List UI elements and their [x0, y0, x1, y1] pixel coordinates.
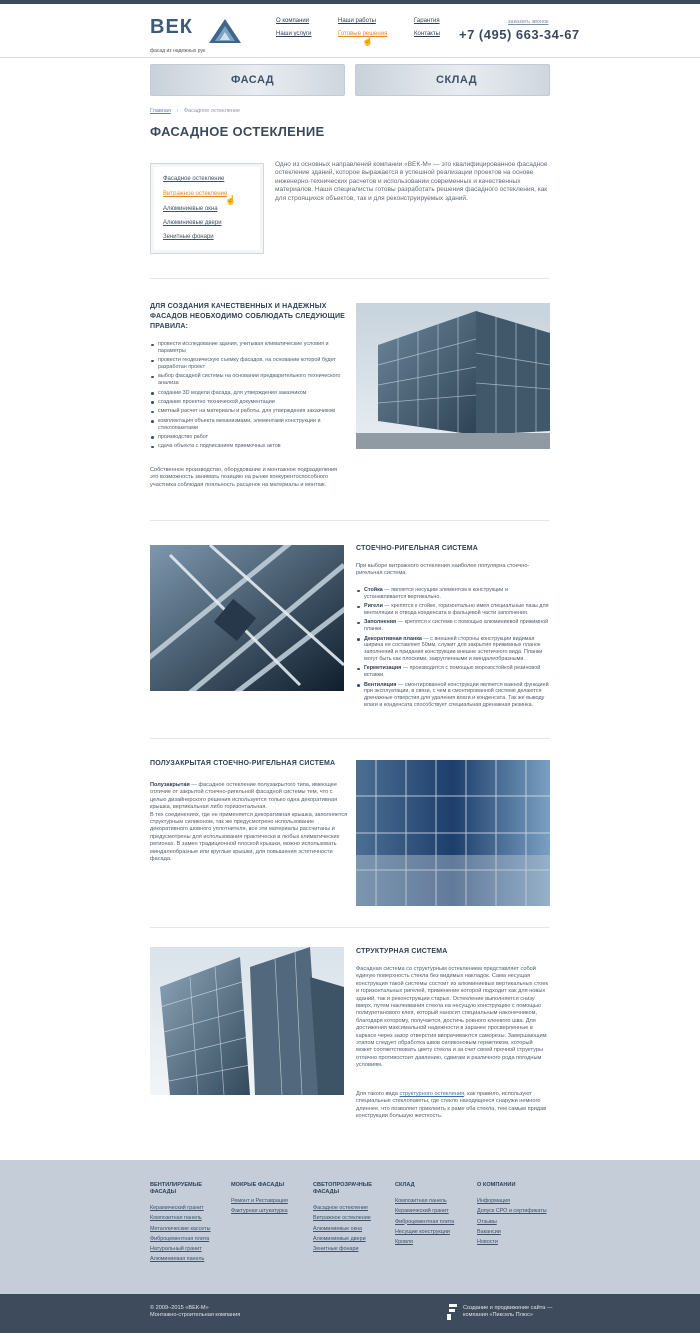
structural-heading: СТРУКТУРНАЯ СИСТЕМА: [356, 948, 448, 955]
term-label: Ригели: [364, 603, 383, 610]
list-item: [356, 665, 550, 679]
tab-facade-label: ФАСАД: [231, 74, 275, 86]
footer-link[interactable]: Кровля: [395, 1239, 413, 1246]
mullion-transom-list: [356, 587, 550, 711]
footer-link[interactable]: Зенитные фонари: [313, 1246, 359, 1253]
nav-works[interactable]: Наши работы: [338, 18, 376, 24]
list-item: [356, 603, 550, 617]
glass-facade-photo: [356, 760, 550, 906]
term-text: — крепятся к стойке, горизонтально имея специальные пазы для вентиляции и отвода конденсата в фальцевой части заполнения.: [364, 603, 549, 616]
bottom-bar: [0, 1294, 700, 1333]
call-back-link[interactable]: заказать звонок: [508, 19, 549, 25]
nav-guarantee[interactable]: Гарантия: [414, 18, 440, 24]
footer-col-title: МОКРЫЕ ФАСАДЫ: [231, 1182, 285, 1188]
list-item: [356, 636, 550, 663]
breadcrumb-home[interactable]: Главная: [150, 108, 171, 114]
footer-link[interactable]: Фиброцементная плита: [395, 1218, 455, 1225]
divider: [150, 738, 550, 739]
nav-solutions[interactable]: Готовые решения: [338, 31, 388, 37]
term-label: Вентиляция: [364, 681, 397, 688]
footer-link[interactable]: Допуск СРО и сертификаты: [477, 1208, 547, 1215]
footer-link[interactable]: Фасадное остекление: [313, 1205, 369, 1211]
list-item: провести геодезическую съемку фасадов, на основании которой будет разработан проект: [150, 357, 348, 371]
submenu-item-skylights[interactable]: Зенитные фонари: [163, 234, 214, 240]
hand-cursor-icon: ☝: [225, 195, 237, 205]
list-item: сметный расчет на материалы и работы, для утверждения заказчиком: [150, 408, 348, 415]
structural-p2: [356, 1091, 550, 1121]
developer-logo-icon[interactable]: [447, 1304, 459, 1320]
footer-link[interactable]: Вакансии: [477, 1228, 501, 1235]
site-header: [0, 4, 700, 58]
submenu-item-stained-glazing[interactable]: Витражное остекление: [163, 191, 228, 197]
term-text: — производится с помощью морозостойкой резиновой вставки.: [364, 665, 541, 679]
section-submenu: [150, 163, 264, 254]
divider: [150, 927, 550, 928]
site-footer: [0, 1160, 700, 1294]
rules-footer-text: Собственное производство, оборудование и монтажное подразделения это возможность занимать позицию на рынке конкурентоспособного участника соблюдая лояльность расценок на материалы и монтаж.: [150, 467, 338, 488]
structural-p1: Фасадная система со структурным остеклением представляет собой единую поверхность стекла без видимых накладок. Сама несущая конструкция такой системы состоит из алюминиевых вертикальных стоек и горизонтальных ригелей, применение которой подходит как для новых зданий, так и реконструкции старых. Остекление выполняется снизу вверх, путем наклеивания стекла на несущую конструкцию с помощью полиуретанового клея, который наносит специальным наконечником, благодаря которому, получается, достичь ровного клеевого шва. Для достижения максимальной надежности в заранее просверленные в каркасе через зазор отверстия вворачиваются саморезы. Завершающим этапом следует обработка швов силиконовым герметиком, который может соответствовать цвету стекла и за счет своей прочной структуры отлично противостоит давлению, сдвигам и различного рода погодным условиям.: [356, 966, 548, 1069]
company-type: Монтажно-строительная компания: [150, 1312, 241, 1318]
footer-link[interactable]: Витражное остекление: [313, 1215, 371, 1222]
list-item: выбор фасадной системы на основании предварительного технического анализа: [150, 373, 348, 387]
phone-number: +7 (495) 663-34-67: [459, 27, 580, 42]
breadcrumb-separator: ›: [176, 108, 179, 114]
term-label: Полузакрытая: [150, 782, 190, 788]
list-item: создание проектно технической документации: [150, 399, 348, 406]
footer-link[interactable]: Композитная панель: [150, 1215, 202, 1222]
mullion-transom-lead: При выборе витражного остекления наиболее популярна стоечно-ригельная система.: [356, 563, 530, 577]
semi-closed-text: [150, 782, 348, 863]
footer-link[interactable]: Ремонт и Реставрация: [231, 1198, 288, 1204]
footer-col-warehouse: [395, 1182, 465, 1247]
footer-link[interactable]: Фиброцементная плита: [150, 1235, 210, 1242]
footer-link[interactable]: Фактурная штукатурка: [231, 1208, 288, 1215]
footer-link[interactable]: Алюминиевые двери: [313, 1235, 366, 1242]
structural-p2-a: Для такого вида: [356, 1091, 400, 1097]
footer-link[interactable]: Отзывы: [477, 1218, 497, 1225]
footer-link[interactable]: Металлические кассеты: [150, 1225, 211, 1232]
logo-word: ВЕК: [150, 16, 193, 38]
footer-col-translucent: [313, 1182, 383, 1254]
logo-triangle-icon: [208, 18, 242, 44]
footer-col-title: СВЕТОПРОЗРАЧНЫЕ ФАСАДЫ: [313, 1182, 373, 1195]
footer-col-title: СКЛАД: [395, 1182, 415, 1188]
submenu-item-aluminium-windows[interactable]: Алюминиевые окна: [163, 206, 218, 212]
term-label: Заполнения: [364, 619, 397, 626]
footer-link[interactable]: Алюминиевые окна: [313, 1225, 362, 1232]
nav-about[interactable]: О компании: [276, 18, 310, 24]
footer-link[interactable]: Алюминиевая панель: [150, 1256, 205, 1263]
footer-col-ventilated: [150, 1182, 220, 1265]
copyright: [150, 1305, 240, 1319]
submenu-item-facade-glazing[interactable]: Фасадное остекление: [163, 176, 225, 182]
submenu-item-aluminium-doors[interactable]: Алюминиевые двери: [163, 220, 222, 226]
footer-link[interactable]: Композитная панель: [395, 1198, 447, 1204]
footer-col-title: О КОМПАНИИ: [477, 1182, 516, 1188]
breadcrumb-current: Фасадное остекление: [183, 108, 241, 114]
term-label: Декоративная планка: [364, 635, 422, 642]
footer-col-about: [477, 1182, 547, 1247]
page-title: ФАСАДНОЕ ОСТЕКЛЕНИЕ: [150, 124, 325, 139]
footer-col-wet: [231, 1182, 301, 1217]
building-photo-1: [356, 303, 550, 449]
list-item: [356, 619, 550, 633]
divider: [150, 278, 550, 279]
list-item: сдача объекта с подписанием приемочных актов: [150, 443, 348, 450]
mullion-transom-photo: [150, 545, 344, 691]
intro-text: Одно из основных направлений компании «ВЕК-М» — это квалифицированное фасадное остекление зданий, которое выражается в успешной реализации проектов на основе инженерно-технических расчетов и использовании современных и качественных материалов. Наши специалисты готовы разработать решения фасадного остекления, как для строящихся объектов, так и для реконструируемых зданий.: [275, 161, 548, 202]
list-item: [356, 682, 550, 709]
semi-closed-p1: — фасадное остекление полузакрытого типа, имеющее отличие от закрытой стоечно-ригельной фасадной системы тем, что с целью дизайнерского решения используется только одна декоративная крышка, вертикальная либо горизонтальная.: [150, 782, 338, 811]
copyright-line: © 2009–2015 «ВЕК-М»: [150, 1305, 209, 1311]
term-label: Стойка: [364, 587, 383, 593]
footer-link[interactable]: Информация: [477, 1198, 511, 1204]
tab-facade[interactable]: [150, 64, 345, 96]
semi-closed-p2: В тех соединениях, где не применяется декоративная крышка, заполняется структурным силиконом, так же предусмотрено использование декоративного шовного уплотнителя, все эти материалы рассчитаны и предусмотрены для использования практически в любых климатических регионах. В замен традиционной плоской крышки, можно использовать миндалеобразные или круглые крышки, для повышения эстетичности фасада.: [150, 811, 348, 863]
semi-closed-heading: ПОЛУЗАКРЫТАЯ СТОЕЧНО-РИГЕЛЬНАЯ СИСТЕМА: [150, 760, 336, 767]
term-text: — крепятся к системе с помощью алюминиевой прижимной планки.: [364, 619, 549, 633]
footer-link[interactable]: Керамический гранит: [395, 1208, 449, 1215]
list-item: провести исследование здания, учитывая климатические условия и параметры: [150, 341, 348, 355]
tab-warehouse-label: СКЛАД: [436, 74, 478, 86]
tab-warehouse[interactable]: [355, 64, 550, 96]
footer-col-title: ВЕНТИЛИРУЕМЫЕ ФАСАДЫ: [150, 1182, 202, 1195]
rules-heading: ДЛЯ СОЗДАНИЯ КАЧЕСТВЕННЫХ И НАДЕЖНЫХ ФАСАДОВ НЕОБХОДИМО СОБЛЮДАТЬ СЛЕДУЮЩИЕ ПРАВИЛА:: [150, 303, 346, 330]
breadcrumb: [150, 108, 240, 114]
divider: [150, 520, 550, 521]
hand-cursor-icon: ☝: [362, 36, 374, 46]
structural-p2-b: , как правило, используют специальные стеклопакеты, где стекло находящееся снаружи немного длиннее, что позволяет приклеить к раме оба стекла, тем самым придав конструкции большую жесткость.: [356, 1091, 547, 1120]
nav-contacts[interactable]: Контакты: [414, 31, 440, 37]
footer-link[interactable]: Натуральный гранит: [150, 1246, 202, 1253]
list-item: создание 3D модели фасада, для утверждения заказчиком: [150, 390, 348, 397]
footer-link[interactable]: Несущие конструкции: [395, 1228, 450, 1235]
list-item: [356, 587, 550, 601]
term-label: Герметизация: [364, 665, 402, 672]
logo-tagline: фасад из надежных рук: [150, 48, 206, 54]
structural-building-photo: [150, 947, 344, 1095]
list-item: производство работ: [150, 434, 348, 441]
footer-link[interactable]: Керамический гранит: [150, 1205, 204, 1211]
mullion-transom-heading: СТОЕЧНО-РИГЕЛЬНАЯ СИСТЕМА: [356, 545, 479, 552]
developer-credit[interactable]: [463, 1305, 552, 1319]
nav-services[interactable]: Наши услуги: [276, 31, 312, 37]
structural-glazing-link[interactable]: структурного остекления: [399, 1091, 465, 1097]
term-text: — является несущим элементом в конструкции и устанавливается вертикально.: [364, 587, 508, 600]
developer-line-2: компания «Пиксель Плюс»: [463, 1312, 534, 1318]
site-logo[interactable]: [150, 18, 240, 54]
term-text: — смонтированной конструкции является важной функцией при эксплуатации, в связи, с чем в смонтированной системе делаются дренажные отверстия для удаления влаги и конденсата. Так же выводу влаги и конденсата способствует специальная дренажная резинка.: [364, 681, 549, 708]
list-item: комплектация объекта механизмами, элементами конструкции и стеклопакетами: [150, 418, 348, 432]
footer-link[interactable]: Новости: [477, 1239, 498, 1246]
term-text: — с внешней стороны конструкции видимая ширина ее составляет 50мм, служит для закрытия прижимных планок заполнений и придания конструкции внешне эстетичного вида. Планки могут быть как плоскими, закругленными и миндалеобразными.: [364, 635, 543, 662]
rules-list: [150, 341, 348, 453]
developer-line-1: Создание и продвижение сайта —: [463, 1305, 553, 1311]
